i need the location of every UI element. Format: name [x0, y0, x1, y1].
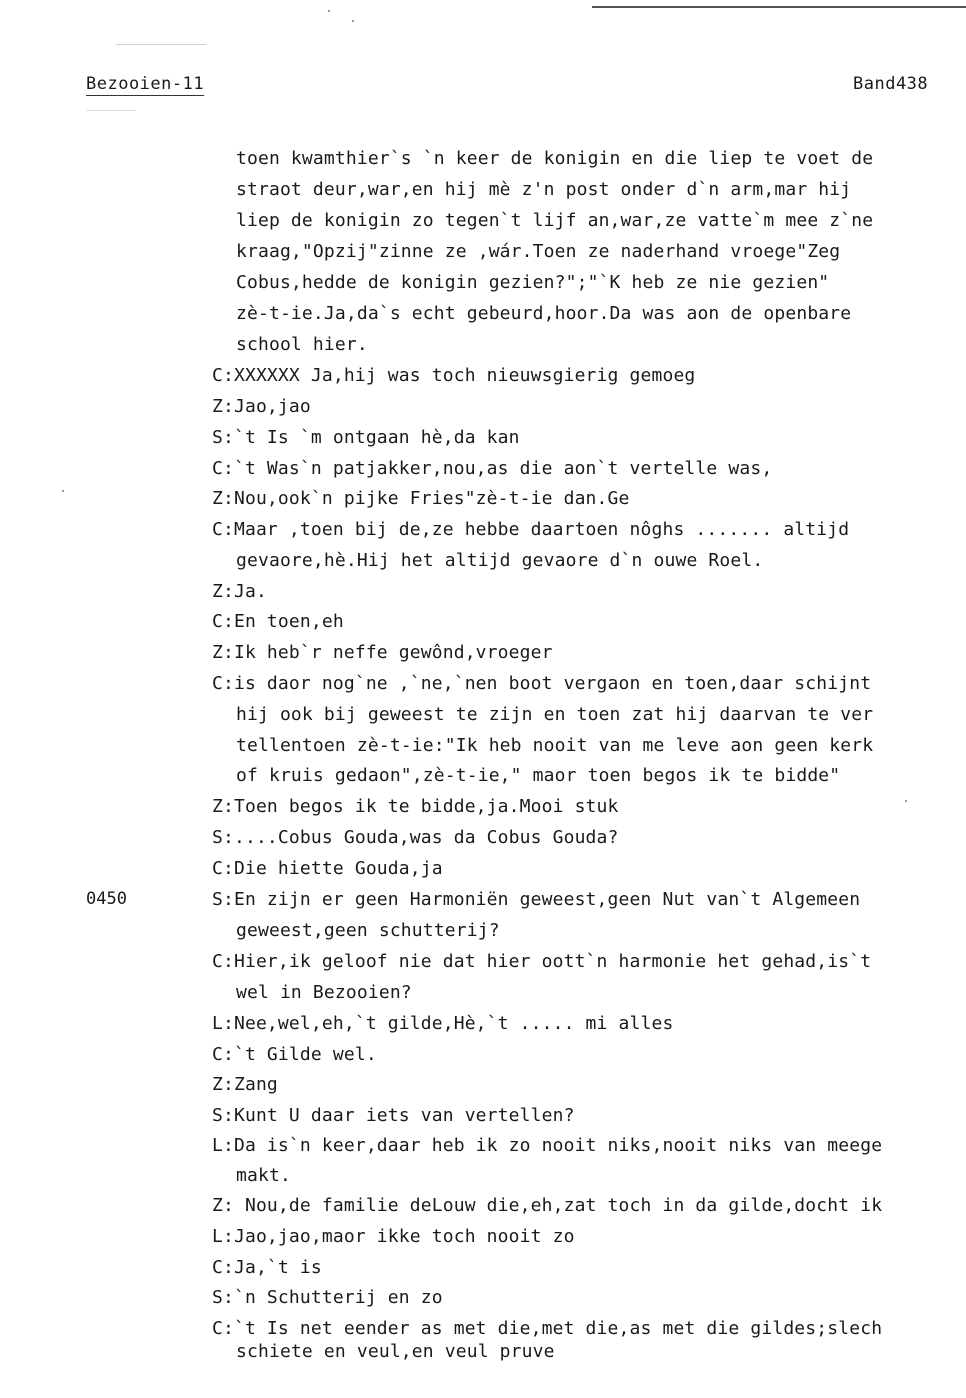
top-rule [592, 6, 966, 8]
scan-artifact [62, 490, 64, 492]
transcript-line: C:En toen,eh [212, 611, 344, 632]
transcript-line: C:XXXXXX Ja,hij was toch nieuwsgierig gemoeg [212, 365, 696, 386]
transcript-line: C:Die hiette Gouda,ja [212, 858, 443, 879]
transcript-line: Z:Ik heb`r neffe gewônd,vroeger [212, 642, 553, 663]
scan-artifact [116, 44, 206, 45]
transcript-line: gevaore,hè.Hij het altijd gevaore d`n ouwe Roel. [236, 550, 764, 571]
transcript-line: L:Nee,wel,eh,`t gilde,Hè,`t ..... mi alles [212, 1013, 674, 1034]
transcript-line: L:Jao,jao,maor ikke toch nooit zo [212, 1226, 575, 1247]
transcript-line: school hier. [236, 334, 368, 355]
scan-artifact [905, 800, 907, 802]
transcript-line: C:is daor nog`ne ,`ne,`nen boot vergaon en toen,daar schijnt [212, 673, 872, 694]
transcript-line: Z:Toen begos ik te bidde,ja.Mooi stuk [212, 796, 619, 817]
transcript-line: Z:Nou,ook`n pijke Fries"zè-t-ie dan.Ge [212, 488, 630, 509]
header-right: Band438 [853, 74, 929, 94]
transcript-line: toen kwamthier`s `n keer de konigin en die liep te voet de [236, 148, 874, 169]
transcript-line: liep de konigin zo tegen`t lijf an,war,ze vatte`m mee z`ne [236, 210, 874, 231]
transcript-line: of kruis gedaon",zè-t-ie," maor toen begos ik te bidde" [236, 765, 841, 786]
margin-number: 0450 [86, 889, 127, 909]
transcript-line: C:`t Is net eender as met die,met die,as met die gildes;slech [212, 1318, 883, 1339]
transcript-line: hij ook bij geweest te zijn en toen zat hij daarvan te ver [236, 704, 874, 725]
transcript-line: S:En zijn er geen Harmoniën geweest,geen Nut van`t Algemeen [212, 889, 861, 910]
transcript-line: S:`t Is `m ontgaan hè,da kan [212, 427, 520, 448]
transcript-line: tellentoen zè-t-ie:"Ik heb nooit van me leve aon geen kerk [236, 735, 874, 756]
transcript-line: wel in Bezooien? [236, 982, 412, 1003]
transcript-line: kraag,"Opzij"zinne ze ,wár.Toen ze naderhand vroege"Zeg [236, 241, 841, 262]
transcript-line: straot deur,war,en hij mè z'n post onder d`n arm,mar hij [236, 179, 852, 200]
transcript-line: Z: Nou,de familie deLouw die,eh,zat toch in da gilde,docht ik [212, 1195, 883, 1216]
transcript-line: Z:Zang [212, 1074, 278, 1095]
transcript-line: L:Da is`n keer,daar heb ik zo nooit niks,nooit niks van meege [212, 1135, 883, 1156]
transcript-line: C:`t Gilde wel. [212, 1044, 377, 1065]
transcript-line: schiete en veul,en veul pruve [236, 1341, 555, 1362]
transcript-line: makt. [236, 1165, 291, 1186]
scan-artifact [352, 20, 354, 22]
transcript-line: zè-t-ie.Ja,da`s echt gebeurd,hoor.Da was aon de openbare [236, 303, 852, 324]
transcript-line: C:Hier,ik geloof nie dat hier oott`n harmonie het gehad,is`t [212, 951, 872, 972]
transcript-line: geweest,geen schutterij? [236, 920, 500, 941]
transcript-line: C:`t Was`n patjakker,nou,as die aon`t vertelle was, [212, 458, 773, 479]
transcript-line: C:Ja,`t is [212, 1257, 322, 1278]
transcript-line: Z:Jao,jao [212, 396, 311, 417]
transcript-line: S:Kunt U daar iets van vertellen? [212, 1105, 575, 1126]
transcript-line: C:Maar ,toen bij de,ze hebbe daartoen nôghs ....... altijd [212, 519, 850, 540]
transcript-line: Cobus,hedde de konigin gezien?";"`K heb ze nie gezien" [236, 272, 830, 293]
transcript-line: Z:Ja. [212, 581, 267, 602]
scan-artifact [86, 110, 136, 111]
scan-artifact [328, 10, 330, 12]
transcript-line: S:....Cobus Gouda,was da Cobus Gouda? [212, 827, 619, 848]
transcript-line: S:`n Schutterij en zo [212, 1287, 443, 1308]
header-left: Bezooien-11 [86, 74, 205, 94]
